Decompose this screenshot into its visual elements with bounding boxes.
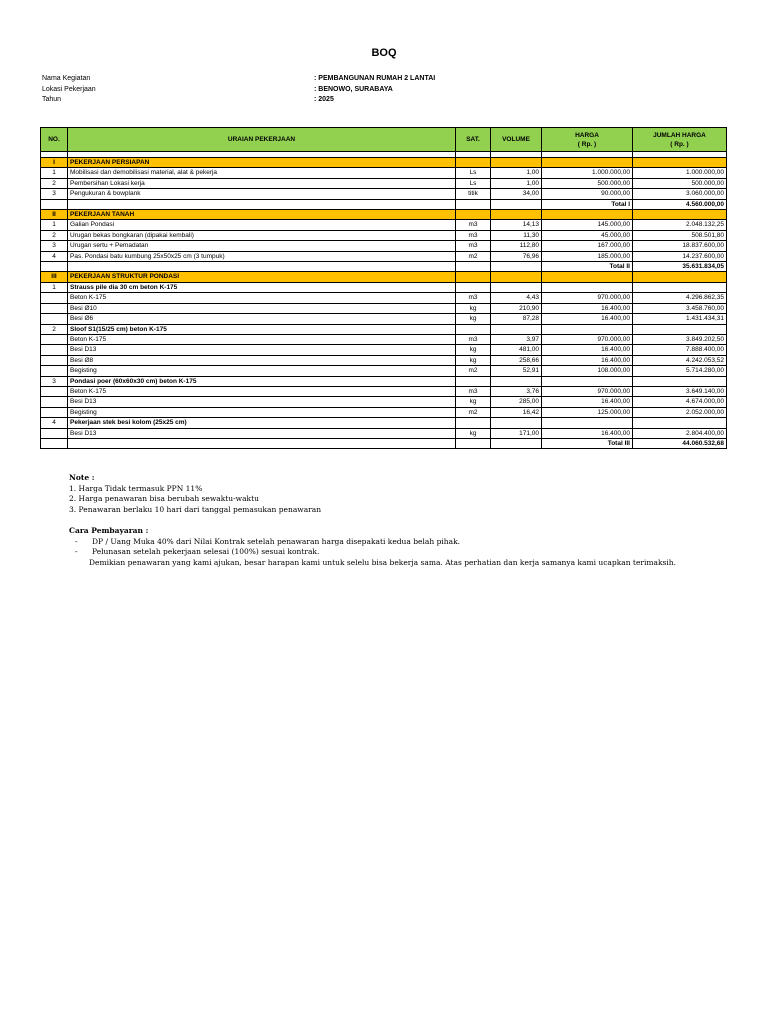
table-row bbox=[41, 386, 727, 396]
table-row bbox=[41, 345, 727, 355]
empty-cell bbox=[491, 210, 542, 220]
cell-uraian: Galian Pondasi bbox=[68, 220, 456, 230]
header-no: NO. bbox=[41, 128, 68, 152]
section-number: II bbox=[41, 210, 68, 220]
header-uraian: URAIAN PEKERJAAN bbox=[68, 128, 456, 152]
empty-cell bbox=[68, 438, 456, 448]
cell-sat: Ls bbox=[456, 168, 491, 178]
cell-jumlah: 4.674.000,00 bbox=[633, 397, 727, 407]
cell-sat: m3 bbox=[456, 334, 491, 344]
cell-sat: m3 bbox=[456, 386, 491, 396]
cell-uraian: Besi D13 bbox=[68, 428, 456, 438]
group-title: Pekerjaan stek besi kolom (25x25 cm) bbox=[68, 418, 456, 428]
group-title: Pondasi poer (60x60x30 cm) beton K-175 bbox=[68, 376, 456, 386]
note-item: 1. Harga Tidak termasuk PPN 11% bbox=[69, 483, 203, 493]
cell-volume: 481,00 bbox=[491, 345, 542, 355]
cell-sat: m3 bbox=[456, 241, 491, 251]
empty-cell bbox=[633, 418, 727, 428]
cell-volume: 4,43 bbox=[491, 293, 542, 303]
total-row bbox=[41, 262, 727, 272]
cell-jumlah: 508.501,80 bbox=[633, 230, 727, 240]
empty-cell bbox=[41, 355, 68, 365]
cell-no: 3 bbox=[41, 189, 68, 199]
cell-jumlah: 1.431.434,31 bbox=[633, 314, 727, 324]
group-row bbox=[41, 376, 727, 386]
empty-cell bbox=[68, 262, 456, 272]
cell-uraian: Besi D13 bbox=[68, 345, 456, 355]
cell-volume: 11,30 bbox=[491, 230, 542, 240]
section-row bbox=[41, 210, 727, 220]
total-value: 35.631.834,05 bbox=[633, 262, 727, 272]
empty-cell bbox=[542, 282, 633, 292]
info-label: Lokasi Pekerjaan bbox=[42, 85, 96, 93]
cell-uraian: Urugan sertu + Pemadatan bbox=[68, 241, 456, 251]
cell-jumlah: 3.649.140,00 bbox=[633, 386, 727, 396]
group-title: Strauss pile dia 30 cm beton K-175 bbox=[68, 282, 456, 292]
cell-uraian: Pengukuran & bowplank bbox=[68, 189, 456, 199]
cell-harga: 16.400,00 bbox=[542, 345, 633, 355]
cell-volume: 171,00 bbox=[491, 428, 542, 438]
group-title: Sloof S1(15/25 cm) beton K-175 bbox=[68, 324, 456, 334]
total-row bbox=[41, 199, 727, 209]
cell-uraian: Pembersihan Lokasi kerja bbox=[68, 178, 456, 188]
empty-cell bbox=[542, 418, 633, 428]
header-volume: VOLUME bbox=[491, 128, 542, 152]
empty-cell bbox=[41, 199, 68, 209]
empty-cell bbox=[41, 334, 68, 344]
info-label: Tahun bbox=[42, 96, 62, 103]
cell-volume: 1,00 bbox=[491, 168, 542, 178]
note-item: 2. Harga penawaran bisa berubah sewaktu-waktu bbox=[69, 494, 259, 503]
empty-cell bbox=[491, 199, 542, 209]
empty-cell bbox=[456, 262, 491, 272]
empty-cell bbox=[491, 438, 542, 448]
cell-uraian: Besi Ø8 bbox=[68, 355, 456, 365]
empty-cell bbox=[542, 272, 633, 282]
cell-sat: kg bbox=[456, 303, 491, 313]
empty-cell bbox=[456, 376, 491, 386]
empty-cell bbox=[41, 386, 68, 396]
empty-cell bbox=[633, 376, 727, 386]
section-row bbox=[41, 272, 727, 282]
table-row bbox=[41, 293, 727, 303]
cell-sat: kg bbox=[456, 397, 491, 407]
empty-cell bbox=[456, 438, 491, 448]
table-row bbox=[41, 303, 727, 313]
group-number: 2 bbox=[41, 324, 68, 334]
empty-cell bbox=[456, 158, 491, 168]
empty-cell bbox=[41, 407, 68, 417]
cell-harga: 125.000,00 bbox=[542, 407, 633, 417]
empty-cell bbox=[41, 428, 68, 438]
cell-volume: 3,97 bbox=[491, 334, 542, 344]
cell-harga: 970.000,00 bbox=[542, 386, 633, 396]
empty-cell bbox=[542, 376, 633, 386]
payment-block bbox=[69, 526, 676, 568]
info-value: : BENOWO, SURABAYA bbox=[314, 85, 393, 93]
cell-volume: 258,66 bbox=[491, 355, 542, 365]
payment-item bbox=[69, 537, 676, 548]
empty-cell bbox=[456, 199, 491, 209]
empty-cell bbox=[456, 324, 491, 334]
empty-cell bbox=[633, 272, 727, 282]
cell-jumlah: 3.060.000,00 bbox=[633, 189, 727, 199]
document-title: BOQ bbox=[371, 47, 397, 59]
cell-volume: 16,42 bbox=[491, 407, 542, 417]
cell-volume: 112,80 bbox=[491, 241, 542, 251]
cell-sat: titik bbox=[456, 189, 491, 199]
cell-jumlah: 14.237.600,00 bbox=[633, 251, 727, 261]
table-row bbox=[41, 334, 727, 344]
cell-no: 2 bbox=[41, 230, 68, 240]
info-value: : PEMBANGUNAN RUMAH 2 LANTAI bbox=[314, 75, 436, 82]
cell-volume: 285,00 bbox=[491, 397, 542, 407]
cell-no: 2 bbox=[41, 178, 68, 188]
table-header-row bbox=[41, 128, 727, 152]
cell-uraian: Besi Ø10 bbox=[68, 303, 456, 313]
total-label: Total III bbox=[542, 438, 633, 448]
cell-jumlah: 7.888.400,00 bbox=[633, 345, 727, 355]
cell-sat: m2 bbox=[456, 407, 491, 417]
cell-jumlah: 2.052.000,00 bbox=[633, 407, 727, 417]
empty-cell bbox=[633, 324, 727, 334]
cell-volume: 1,00 bbox=[491, 178, 542, 188]
note-item: 3. Penawaran berlaku 10 hari dari tanggal pemasukan penawaran bbox=[69, 504, 322, 514]
section-title: PEKERJAAN TANAH bbox=[68, 210, 456, 220]
empty-cell bbox=[491, 324, 542, 334]
table-row bbox=[41, 220, 727, 230]
empty-cell bbox=[456, 210, 491, 220]
cell-harga: 185.000,00 bbox=[542, 251, 633, 261]
group-number: 3 bbox=[41, 376, 68, 386]
empty-cell bbox=[491, 376, 542, 386]
info-value: : 2025 bbox=[314, 96, 334, 103]
table-row bbox=[41, 428, 727, 438]
notes-title: Note : bbox=[69, 473, 95, 482]
header-jumlah-line2: ( Rp. ) bbox=[670, 140, 689, 148]
cell-sat: kg bbox=[456, 314, 491, 324]
empty-cell bbox=[456, 282, 491, 292]
cell-volume: 87,28 bbox=[491, 314, 542, 324]
empty-cell bbox=[41, 345, 68, 355]
empty-cell bbox=[542, 324, 633, 334]
empty-cell bbox=[456, 272, 491, 282]
cell-harga: 145.000,00 bbox=[542, 220, 633, 230]
cell-harga: 970.000,00 bbox=[542, 293, 633, 303]
payment-title: Cara Pembayaran : bbox=[69, 526, 149, 535]
cell-jumlah: 2.048.132,25 bbox=[633, 220, 727, 230]
empty-cell bbox=[41, 262, 68, 272]
cell-uraian: Beton K-175 bbox=[68, 293, 456, 303]
cell-uraian: Beton K-175 bbox=[68, 334, 456, 344]
cell-harga: 16.400,00 bbox=[542, 397, 633, 407]
cell-uraian: Mobilisasi dan demobilisasi material, alat & pekerja bbox=[68, 168, 456, 178]
empty-cell bbox=[68, 199, 456, 209]
table-row bbox=[41, 241, 727, 251]
empty-cell bbox=[456, 418, 491, 428]
cell-volume: 3,76 bbox=[491, 386, 542, 396]
empty-cell bbox=[41, 397, 68, 407]
cell-sat: m3 bbox=[456, 230, 491, 240]
group-row bbox=[41, 282, 727, 292]
payment-item-text: Pelunasan setelah pekerjaan selesai (100%) sesuai kontrak. bbox=[92, 547, 320, 556]
cell-sat: kg bbox=[456, 428, 491, 438]
cell-sat: m2 bbox=[456, 251, 491, 261]
cell-uraian: Urugan bekas bongkaran (dipakai kembali) bbox=[68, 230, 456, 240]
cell-no: 1 bbox=[41, 220, 68, 230]
cell-harga: 1.000.000,00 bbox=[542, 168, 633, 178]
cell-harga: 500.000,00 bbox=[542, 178, 633, 188]
table-row bbox=[41, 366, 727, 376]
table-row bbox=[41, 168, 727, 178]
empty-cell bbox=[633, 210, 727, 220]
table-row bbox=[41, 407, 727, 417]
table-row bbox=[41, 397, 727, 407]
header-sat: SAT. bbox=[456, 128, 491, 152]
group-number: 1 bbox=[41, 282, 68, 292]
empty-cell bbox=[41, 303, 68, 313]
group-row bbox=[41, 418, 727, 428]
bullet-dash: - bbox=[75, 547, 78, 556]
header-harga-line1: HARGA bbox=[575, 131, 599, 139]
cell-jumlah: 3.849.202,50 bbox=[633, 334, 727, 344]
closing-statement: Demikian penawaran yang kami ajukan, besar harapan kami untuk selelu bisa bekerja sama. Atas perhatian dan kerja samanya kami ucapkan terimaksih. bbox=[89, 557, 676, 567]
total-label: Total II bbox=[542, 262, 633, 272]
total-value: 4.560.000,00 bbox=[633, 199, 727, 209]
cell-no: 3 bbox=[41, 241, 68, 251]
section-title: PEKERJAAN STRUKTUR PONDASI bbox=[68, 272, 456, 282]
cell-sat: m3 bbox=[456, 220, 491, 230]
header-harga-line2: ( Rp. ) bbox=[577, 140, 597, 148]
group-row bbox=[41, 324, 727, 334]
cell-jumlah: 18.837.600,00 bbox=[633, 241, 727, 251]
info-label: Nama Kegiatan bbox=[42, 75, 91, 82]
cell-uraian: Besi D13 bbox=[68, 397, 456, 407]
cell-no: 4 bbox=[41, 251, 68, 261]
cell-uraian: Begisting bbox=[68, 407, 456, 417]
empty-cell bbox=[41, 438, 68, 448]
payment-item-text: DP / Uang Muka 40% dari Nilai Kontrak setelah penawaran harga disepakati kedua belah pihak. bbox=[92, 536, 460, 546]
section-title: PEKERJAAN PERSIAPAN bbox=[68, 158, 456, 168]
table-row bbox=[41, 251, 727, 261]
cell-jumlah: 2.804.400,00 bbox=[633, 428, 727, 438]
cell-harga: 16.400,00 bbox=[542, 428, 633, 438]
empty-cell bbox=[491, 418, 542, 428]
cell-no: 1 bbox=[41, 168, 68, 178]
section-row bbox=[41, 158, 727, 168]
cell-volume: 210,90 bbox=[491, 303, 542, 313]
bullet-dash: - bbox=[75, 536, 78, 546]
cell-volume: 76,96 bbox=[491, 251, 542, 261]
table-row bbox=[41, 230, 727, 240]
header-jumlah bbox=[633, 128, 727, 152]
cell-uraian: Besi Ø6 bbox=[68, 314, 456, 324]
group-number: 4 bbox=[41, 418, 68, 428]
cell-volume: 52,91 bbox=[491, 366, 542, 376]
cell-jumlah: 500.000,00 bbox=[633, 178, 727, 188]
cell-volume: 34,00 bbox=[491, 189, 542, 199]
table-body bbox=[41, 152, 727, 449]
boq-table bbox=[40, 127, 727, 449]
total-row bbox=[41, 438, 727, 448]
cell-jumlah: 3.458.760,00 bbox=[633, 303, 727, 313]
empty-cell bbox=[41, 314, 68, 324]
header-harga bbox=[542, 128, 633, 152]
cell-sat: kg bbox=[456, 355, 491, 365]
cell-uraian: Pas. Pondasi batu kumbung 25x50x25 cm (3 tumpuk) bbox=[68, 251, 456, 261]
cell-sat: kg bbox=[456, 345, 491, 355]
total-label: Total I bbox=[542, 199, 633, 209]
table-row bbox=[41, 355, 727, 365]
table-row bbox=[41, 314, 727, 324]
cell-uraian: Beton K-175 bbox=[68, 386, 456, 396]
total-value: 44.060.532,68 bbox=[633, 438, 727, 448]
section-number: I bbox=[41, 158, 68, 168]
empty-cell bbox=[41, 366, 68, 376]
empty-cell bbox=[491, 282, 542, 292]
empty-cell bbox=[41, 293, 68, 303]
cell-harga: 970.000,00 bbox=[542, 334, 633, 344]
cell-jumlah: 4.296.862,35 bbox=[633, 293, 727, 303]
empty-cell bbox=[491, 262, 542, 272]
empty-cell bbox=[542, 158, 633, 168]
payment-item bbox=[69, 547, 676, 558]
cell-jumlah: 5.714.280,00 bbox=[633, 366, 727, 376]
empty-cell bbox=[542, 210, 633, 220]
cell-volume: 14,13 bbox=[491, 220, 542, 230]
cell-harga: 108.000,00 bbox=[542, 366, 633, 376]
cell-harga: 45.000,00 bbox=[542, 230, 633, 240]
header-jumlah-line1: JUMLAH HARGA bbox=[653, 131, 706, 139]
cell-jumlah: 4.242.053,52 bbox=[633, 355, 727, 365]
cell-jumlah: 1.000.000,00 bbox=[633, 168, 727, 178]
notes-block bbox=[69, 473, 321, 515]
empty-cell bbox=[633, 282, 727, 292]
section-number: III bbox=[41, 272, 68, 282]
cell-harga: 167.000,00 bbox=[542, 241, 633, 251]
cell-harga: 16.400,00 bbox=[542, 355, 633, 365]
empty-cell bbox=[491, 158, 542, 168]
table-row bbox=[41, 189, 727, 199]
cell-sat: Ls bbox=[456, 178, 491, 188]
empty-cell bbox=[633, 158, 727, 168]
cell-harga: 90.000,00 bbox=[542, 189, 633, 199]
empty-cell bbox=[491, 272, 542, 282]
table-row bbox=[41, 178, 727, 188]
cell-sat: m2 bbox=[456, 366, 491, 376]
cell-harga: 16.400,00 bbox=[542, 303, 633, 313]
cell-sat: m3 bbox=[456, 293, 491, 303]
cell-uraian: Begisting bbox=[68, 366, 456, 376]
cell-harga: 16.400,00 bbox=[542, 314, 633, 324]
